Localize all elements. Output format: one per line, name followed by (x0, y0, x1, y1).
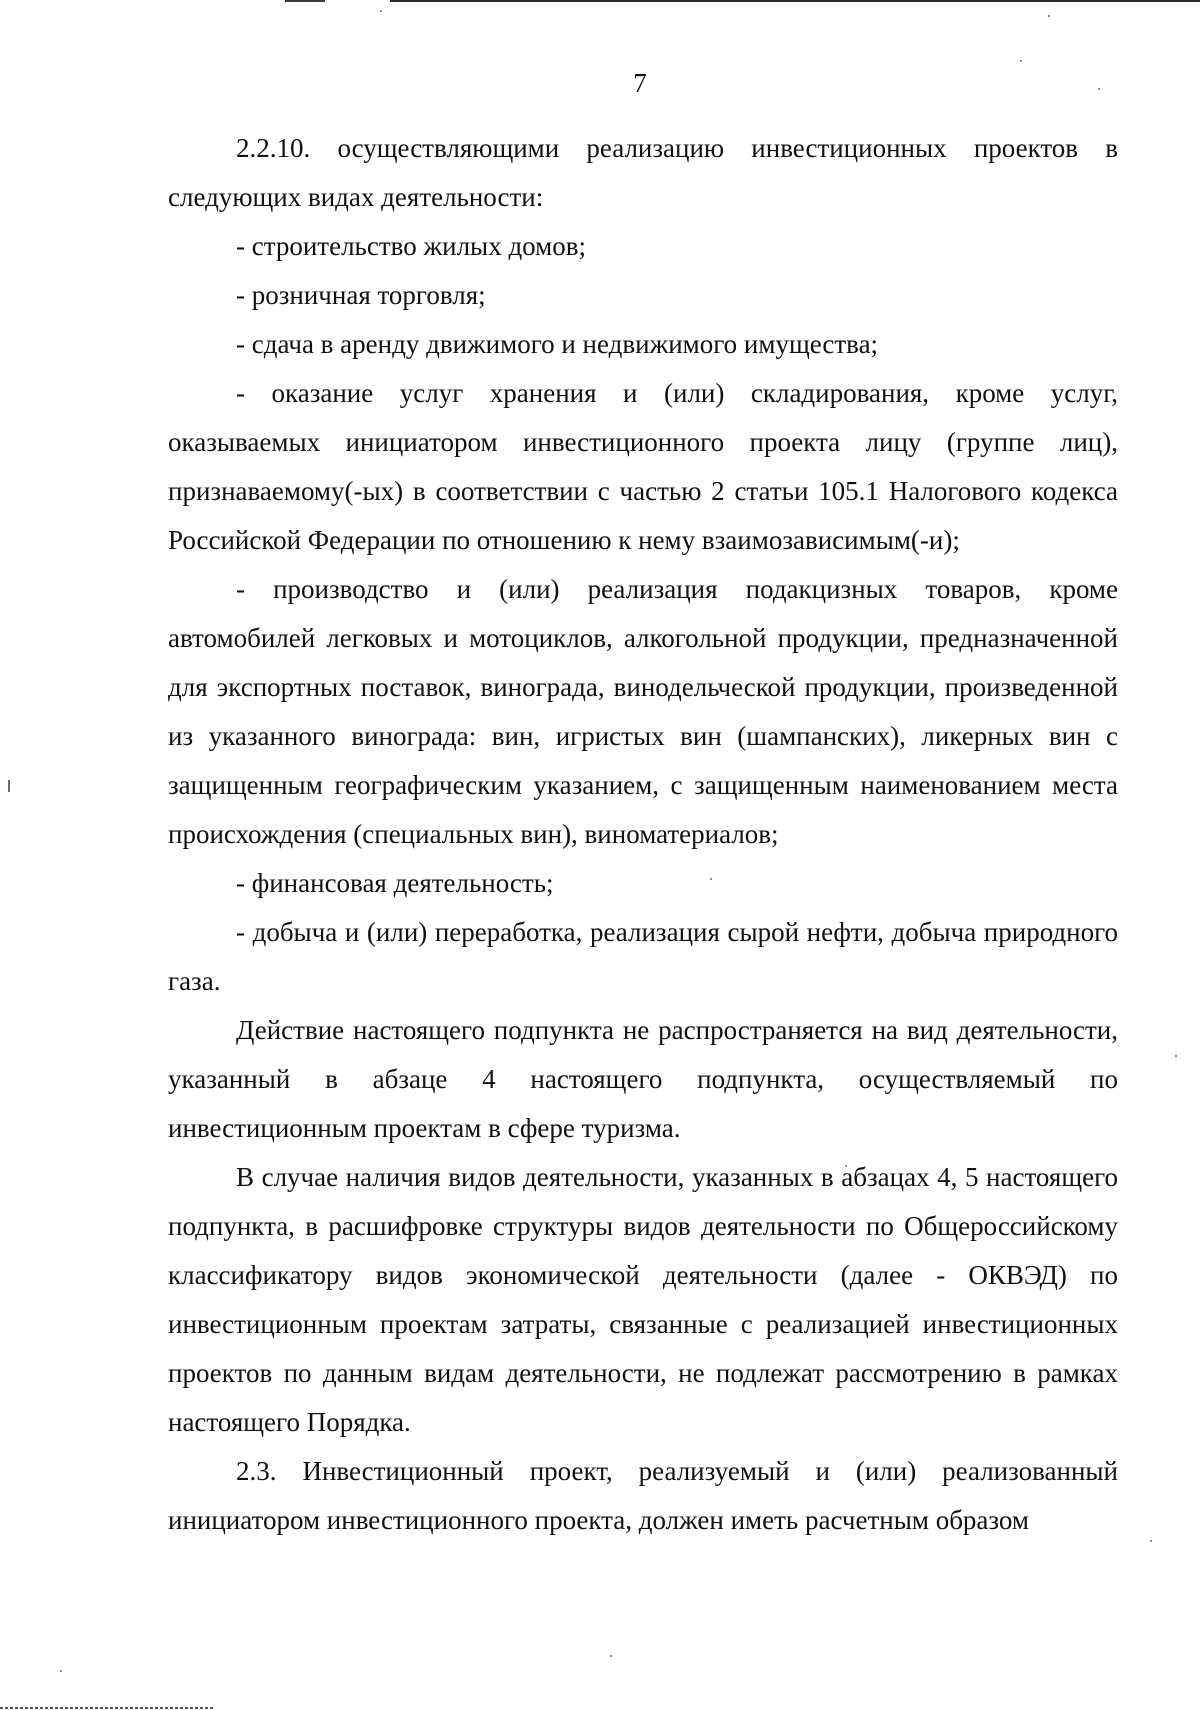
scan-speck (1048, 15, 1050, 17)
list-item-retail-trade: - розничная торговля; (236, 280, 486, 310)
list-item-property-rental: - сдача в аренду движимого и недвижимого имущества; (236, 329, 879, 359)
page-number: 7 (633, 68, 647, 98)
scan-top-edge-line (390, 0, 1200, 2)
scan-speck (1175, 1055, 1177, 1057)
paragraph-tourism-exception: Действие настоящего подпункта не распространяется на вид деятельности, указанный в абзаце 4 настоящего подпункта, осуществляемый по инвестиционным проектам в сфере туризма. (168, 1015, 1118, 1143)
scan-speck (610, 1655, 612, 1657)
scan-speck (1020, 60, 1022, 62)
scan-speck (60, 1670, 62, 1672)
scan-bottom-edge-line (0, 1707, 215, 1709)
list-item-financial-activity: - финансовая деятельность; (236, 868, 554, 898)
list-item-housing-construction: - строительство жилых домов; (236, 231, 586, 261)
paragraph-2-2-10: 2.2.10. осуществляющими реализацию инвестиционных проектов в следующих видах деятельности: (168, 133, 1118, 212)
list-item-oil-gas: - добыча и (или) переработка, реализация сырой нефти, добыча природного газа. (168, 917, 1118, 996)
scan-edge-mark (285, 0, 325, 2)
list-item-excise-goods: - производство и (или) реализация подакцизных товаров, кроме автомобилей легковых и мотоциклов, алкогольной продукции, предназначенной для экспортных поставок, винограда, винодельческой продукции, произведенной из указанного винограда: вин, игристых вин (шампанских), ликерных вин с защищенным географическим указанием, с защищенным наименованием места происхождения (специальных вин), виноматериалов; (168, 574, 1118, 849)
scan-speck (8, 780, 10, 792)
paragraph-2-3: 2.3. Инвестиционный проект, реализуемый и (или) реализованный инициатором инвестиционного проекта, должен иметь расчетным образом (168, 1456, 1118, 1535)
paragraph-okved-costs: В случае наличия видов деятельности, указанных в абзацах 4, 5 настоящего подпункта, в расшифровке структуры видов деятельности по Общероссийскому классификатору видов экономической деятельности (далее - ОКВЭД) по инвестиционным проектам затраты, связанные с реализацией инвестиционных проектов по данным видам деятельности, не подлежат рассмотрению в рамках настоящего Порядка. (168, 1162, 1118, 1437)
scan-speck (380, 10, 382, 12)
list-item-storage-services: - оказание услуг хранения и (или) складирования, кроме услуг, оказываемых инициатором инвестиционного проекта лицу (группе лиц), признаваемому(-ых) в соответствии с частью 2 статьи 105.1 Налогового кодекса Российской Федерации по отношению к нему взаимозависимым(-и); (168, 378, 1118, 555)
document-body (168, 124, 1118, 1545)
scan-speck (1150, 1540, 1152, 1542)
